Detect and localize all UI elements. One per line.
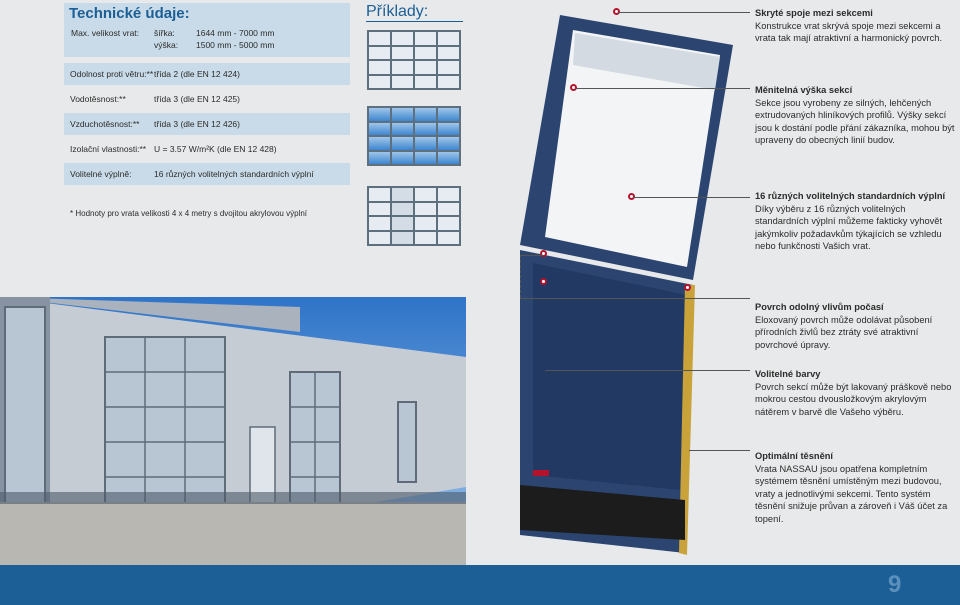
- feature-title: 16 různých volitelných standardních výplní: [755, 191, 946, 201]
- callout-dot-6: [684, 284, 691, 291]
- tech-row-value: třída 2 (dle EN 12 424): [154, 69, 240, 79]
- feature-text: Vrata NASSAU jsou opatřena kompletním systémem těsnění umístěným mezi budovou, vraty a jednotlivými sekcemi. Tento systém těsnění snižuje průvan a zároveň i Váš účet za topení.: [755, 463, 948, 524]
- max-size-label: Max. velikost vrat:: [71, 28, 140, 38]
- callout-leader-5: [545, 370, 750, 371]
- tech-row-value: třída 3 (dle EN 12 425): [154, 94, 240, 104]
- tech-row-water: [64, 88, 350, 110]
- tech-row-value: U = 3.57 W/m²K (dle EN 12 428): [154, 144, 277, 154]
- feature-title: Skryté spoje mezi sekcemi: [755, 8, 873, 18]
- building-photo: [0, 297, 466, 565]
- callout-dot-5: [540, 278, 547, 285]
- tech-row-wind: [64, 63, 350, 85]
- feature-text: Díky výběru z 16 různých volitelných standardních výplní můžeme fakticky vyhovět jakýmkoliv požadavkům týkajících se vzhledu nebo funkčnosti Vašich vrat.: [755, 203, 943, 251]
- tech-row-infill: [64, 163, 350, 185]
- feature-section-height: [755, 84, 955, 147]
- tech-row-air: [64, 113, 350, 135]
- tech-row-key: Odolnost proti větru:**: [70, 69, 154, 79]
- tech-row-key: Vzduchotěsnost:**: [70, 119, 140, 129]
- callout-leader-3: [633, 197, 750, 198]
- feature-weather: [755, 301, 955, 351]
- feature-text: Povrch sekcí může být lakovaný práškově nebo mokrou cestou dvousložkovým akrylovým nátěrem v barvě dle Vašeho výběru.: [755, 381, 952, 417]
- example-door-blue: [367, 106, 461, 166]
- tech-data-title: Technické údaje:: [69, 5, 190, 22]
- feature-text: Konstrukce vrat skrývá spoje mezi sekcemi a vrata tak mají atraktivní a harmonický povrch.: [755, 20, 943, 43]
- feature-text: Eloxovaný povrch může odolávat působení přírodních živlů bez ztráty své atraktivní povrchové úpravy.: [755, 314, 933, 350]
- callout-leader-4: [520, 255, 544, 256]
- example-door-pass: [367, 186, 461, 246]
- feature-text: Sekce jsou vyrobeny ze silných, lehčených extrudovaných hliníkových profilů. Výšky sekcí jsou k dostání podle přání zákazníka, mohou být upraveny do obecných linií budov.: [755, 97, 955, 145]
- width-label: šířka:: [154, 28, 175, 38]
- feature-title: Volitelné barvy: [755, 369, 821, 379]
- examples-title: Příklady:: [366, 3, 429, 20]
- tech-row-value: 16 různých volitelných standardních výplní: [154, 169, 314, 179]
- example-door-glass: [367, 30, 461, 90]
- page-number: 9: [888, 571, 902, 598]
- callout-vline-4: [520, 255, 522, 298]
- callout-leader-4b: [520, 298, 750, 299]
- tech-row-insulation: [64, 138, 350, 160]
- height-label: výška:: [154, 40, 179, 50]
- tech-row-key: Volitelné výplně:: [70, 169, 132, 179]
- examples-rule: [366, 21, 463, 22]
- callout-leader-2: [575, 88, 750, 89]
- tech-row-key: Vodotěsnost:**: [70, 94, 126, 104]
- feature-sealing: [755, 450, 955, 525]
- callout-leader-6: [689, 450, 750, 451]
- width-value: 1644 mm - 7000 mm: [196, 28, 275, 38]
- height-value: 1500 mm - 5000 mm: [196, 40, 275, 50]
- feature-title: Povrch odolný vlivům počasí: [755, 302, 884, 312]
- footer-bar: [0, 565, 960, 605]
- door-cutaway-illustration: [515, 5, 750, 565]
- feature-title: Měnitelná výška sekcí: [755, 85, 853, 95]
- feature-title: Optimální těsnění: [755, 451, 834, 461]
- feature-infills: [755, 190, 955, 253]
- tech-row-key: Izolační vlastnosti:**: [70, 144, 147, 154]
- feature-colors: [755, 368, 955, 418]
- tech-row-value: třída 3 (dle EN 12 426): [154, 119, 240, 129]
- tech-footnote: * Hodnoty pro vrata velikosti 4 x 4 metry s dvojitou akrylovou výplní: [70, 209, 307, 218]
- callout-leader-1: [618, 12, 750, 13]
- feature-hidden-joints: [755, 7, 955, 45]
